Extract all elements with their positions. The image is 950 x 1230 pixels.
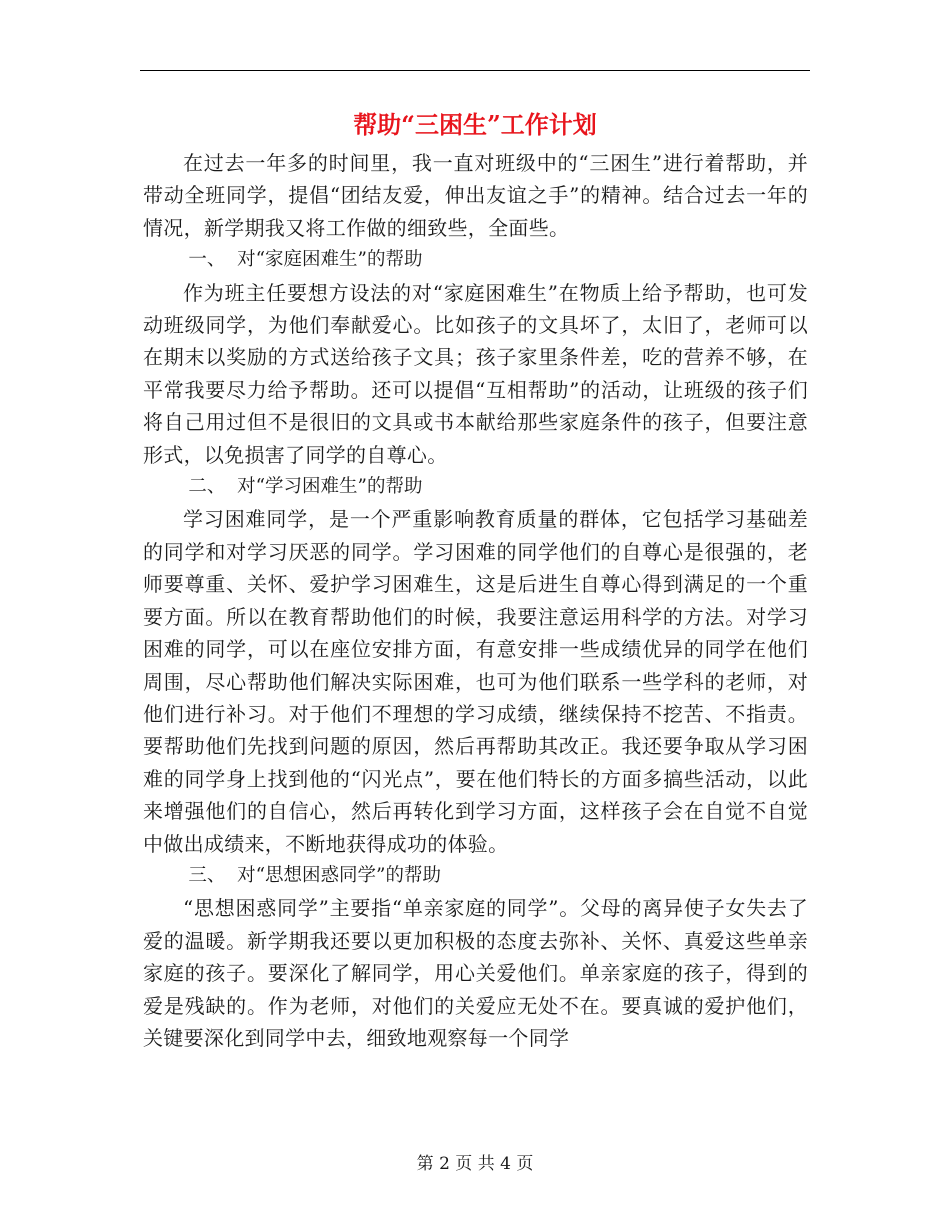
document-title: 帮助“三困生”工作计划	[353, 110, 597, 139]
section-heading-family-hardship: 一、 对“家庭困难生”的帮助	[188, 249, 423, 271]
section-body-learning-difficulty: 学习困难同学，是一个严重影响教育质量的群体，它包括学习基础差的同学和对学习厌恶的同学。学习困难的同学他们的自尊心是很强的，老师要尊重、关怀、爱护学习困难生，这是后进生自尊心得到满足的一个重要方面。所以在教育帮助他们的时候，我要注意运用科学的方法。对学习困难的同学，可以在座位安排方面，有意安排一些成绩优异的同学在他们周围，尽心帮助他们解决实际困难，也可为他们联系一些学科的老师，对他们进行补习。对于他们不理想的学习成绩，继续保持不挖苦、不指责。要帮助他们先找到问题的原因，然后再帮助其改正。我还要争取从学习困难的同学身上找到他的“闪光点”，要在他们特长的方面多搞些活动，以此来增强他们的自信心，然后再转化到学习方面，这样孩子会在自觉不自觉中做出成绩来，不断地获得成功的体验。	[143, 507, 808, 856]
section-body-family-hardship: 作为班主任要想方设法的对“家庭困难生”在物质上给予帮助，也可发动班级同学，为他们奉献爱心。比如孩子的文具坏了，太旧了，老师可以在期末以奖励的方式送给孩子文具；孩子家里条件差，吃的营养不够，在平常我要尽力给予帮助。还可以提倡“互相帮助”的活动，让班级的孩子们将自己用过但不是很旧的文具或书本献给那些家庭条件的孩子，但要注意形式，以免损害了同学的自尊心。	[143, 280, 808, 467]
intro-paragraph: 在过去一年多的时间里，我一直对班级中的“三困生”进行着帮助，并带动全班同学，提倡“团结友爱，伸出友谊之手”的精神。结合过去一年的情况，新学期我又将工作做的细致些，全面些。	[143, 151, 808, 240]
section-heading-learning-difficulty: 二、 对“学习困难生”的帮助	[188, 476, 423, 498]
document-body	[143, 147, 808, 1054]
header-rule	[140, 70, 810, 71]
page-number-footer: 第 2 页 共 4 页	[416, 1154, 534, 1174]
section-body-mental-confusion: “思想困惑同学”主要指“单亲家庭的同学”。父母的离异使子女失去了爱的温暖。新学期我还要以更加积极的态度去弥补、关怀、真爱这些单亲家庭的孩子。要深化了解同学，用心关爱他们。单亲家庭的孩子，得到的爱是残缺的。作为老师，对他们的关爱应无处不在。要真诚的爱护他们，关键要深化到同学中去，细致地观察每一个同学	[143, 896, 808, 1050]
section-heading-mental-confusion: 三、 对“思想困惑同学”的帮助	[188, 864, 441, 886]
